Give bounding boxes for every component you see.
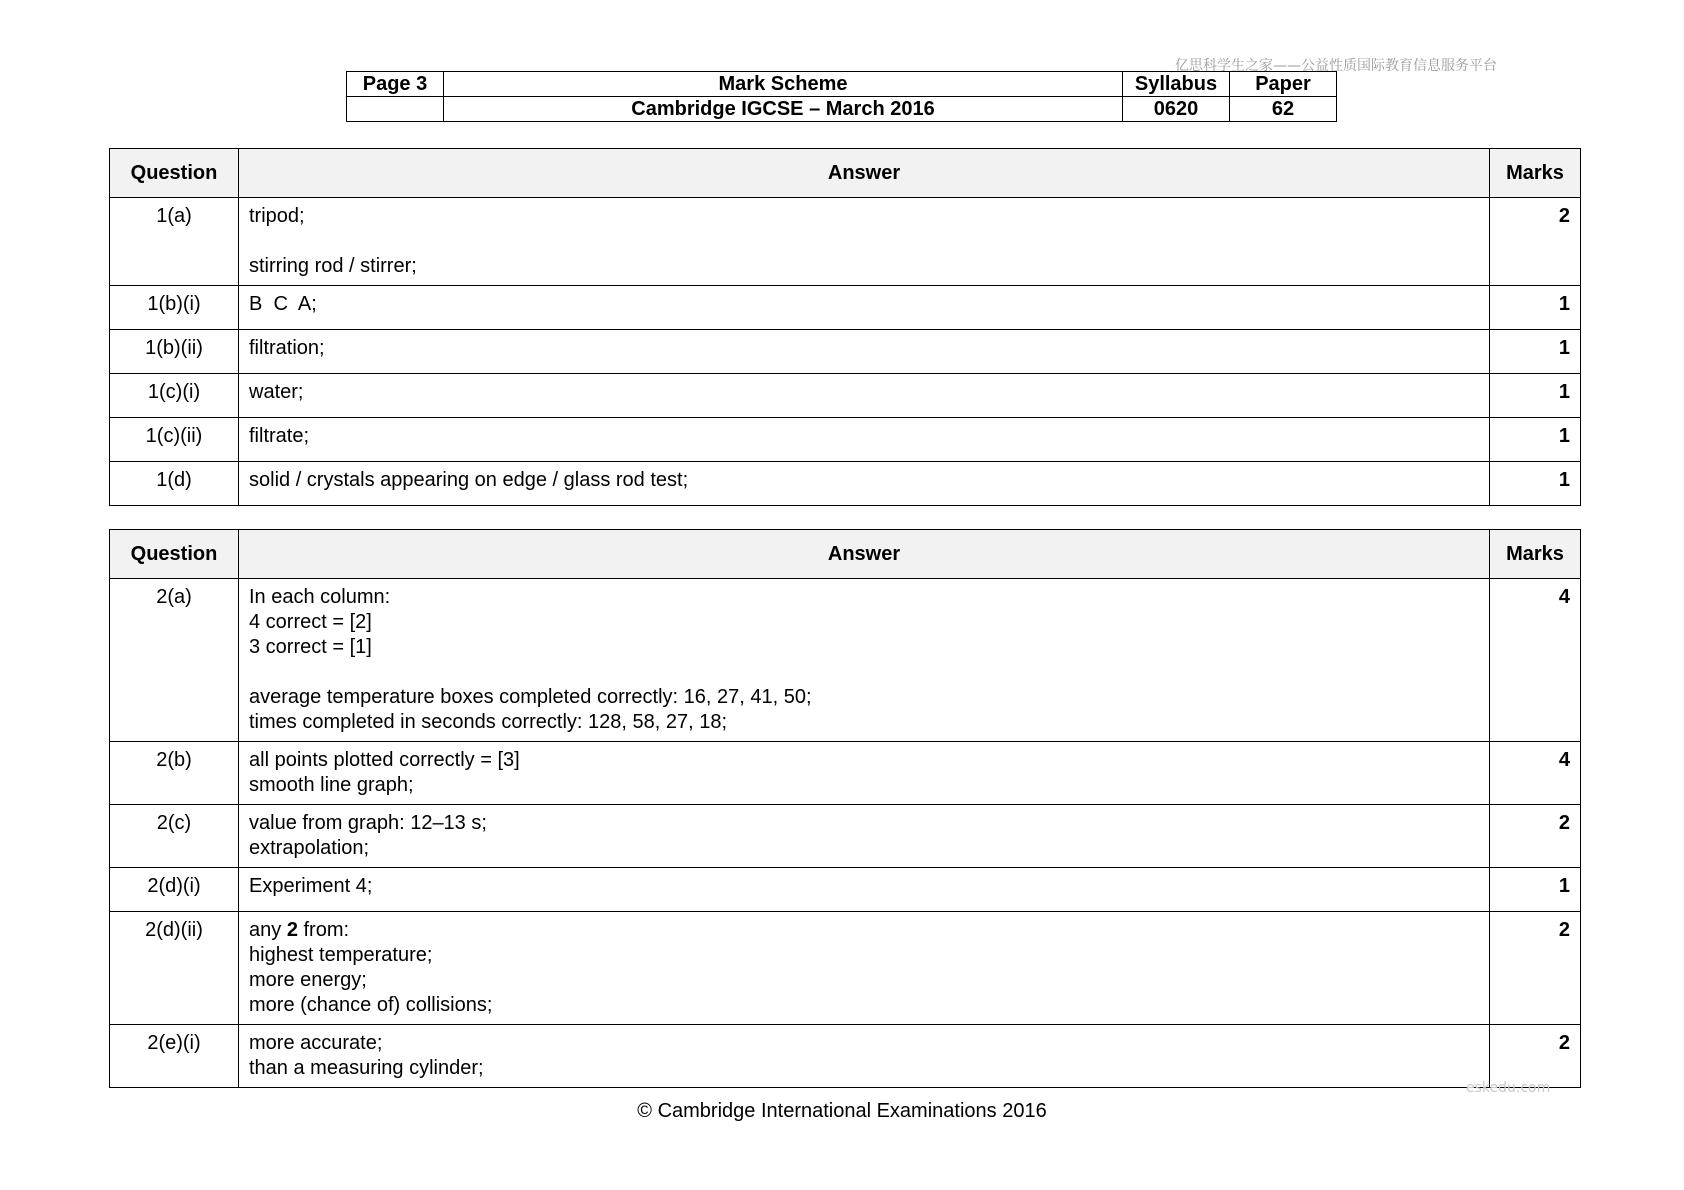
table-row — [110, 374, 1581, 418]
answer-cell — [239, 462, 1490, 506]
column-header-question: Question — [110, 149, 239, 198]
answer-line: 3 correct = [1] — [249, 636, 372, 658]
header-empty-cell — [347, 97, 444, 122]
answer-cell — [239, 286, 1490, 330]
answer-text: any — [249, 919, 287, 941]
table-row — [110, 286, 1581, 330]
answer-line: stirring rod / stirrer; — [249, 255, 417, 277]
answer-cell — [239, 805, 1490, 868]
footer-copyright: © Cambridge International Examinations 2016 — [637, 1100, 1047, 1122]
answer-line: filtrate; — [249, 425, 310, 447]
answer-line: more (chance of) collisions; — [249, 994, 493, 1016]
marks-value: 2 — [1490, 805, 1581, 868]
answer-cell — [239, 418, 1490, 462]
table-row — [110, 330, 1581, 374]
answer-cell — [239, 868, 1490, 912]
column-header-marks: Marks — [1490, 530, 1581, 579]
marks-value: 1 — [1490, 286, 1581, 330]
table-row — [110, 805, 1581, 868]
answer-emphasis: 2 — [286, 919, 298, 941]
question-number: 2(d)(i) — [110, 868, 239, 912]
mark-scheme-table-1 — [109, 148, 1581, 506]
marks-value: 1 — [1490, 462, 1581, 506]
answer-line: smooth line graph; — [249, 774, 414, 796]
answer-cell — [239, 198, 1490, 286]
marks-value: 4 — [1490, 742, 1581, 805]
answer-line: solid / crystals appearing on edge / glass rod test; — [249, 469, 689, 491]
question-number: 1(a) — [110, 198, 239, 286]
mark-scheme-table-2 — [109, 529, 1581, 1088]
answer-cell — [239, 330, 1490, 374]
answer-line: 4 correct = [2] — [249, 611, 372, 633]
marks-value: 4 — [1490, 579, 1581, 742]
answer-cell — [239, 374, 1490, 418]
answer-line: times completed in seconds correctly: 128, 58, 27, 18; — [249, 711, 728, 733]
watermark-top: 亿思科学生之家——公益性质国际教育信息服务平台 — [1175, 58, 1497, 74]
marks-value: 1 — [1490, 374, 1581, 418]
table-row — [110, 742, 1581, 805]
answer-line: value from graph: 12–13 s; — [249, 812, 487, 834]
answer-line: In each column: — [249, 586, 391, 608]
page-header-table — [346, 71, 1337, 122]
syllabus-value: 0620 — [1123, 97, 1230, 122]
table-header-row — [110, 149, 1581, 198]
answer-line: Experiment 4; — [249, 875, 373, 897]
answer-line: water; — [249, 381, 304, 403]
marks-value: 2 — [1490, 912, 1581, 1025]
column-header-answer: Answer — [239, 149, 1490, 198]
header-subtitle: Cambridge IGCSE – March 2016 — [444, 97, 1123, 122]
question-number: 2(b) — [110, 742, 239, 805]
answer-line: B C A; — [249, 293, 317, 315]
table-row — [110, 912, 1581, 1025]
table-row — [110, 198, 1581, 286]
question-number: 2(e)(i) — [110, 1025, 239, 1088]
question-number: 1(c)(ii) — [110, 418, 239, 462]
table-header-row — [110, 530, 1581, 579]
answer-line: filtration; — [249, 337, 325, 359]
answer-text: from: — [297, 919, 350, 941]
answer-cell — [239, 742, 1490, 805]
column-header-marks: Marks — [1490, 149, 1581, 198]
paper-value: 62 — [1230, 97, 1337, 122]
answer-line: highest temperature; — [249, 944, 433, 966]
column-header-answer: Answer — [239, 530, 1490, 579]
question-number: 2(c) — [110, 805, 239, 868]
table-row — [110, 868, 1581, 912]
answer-line: than a measuring cylinder; — [249, 1057, 484, 1079]
marks-value: 1 — [1490, 418, 1581, 462]
question-number: 1(b)(i) — [110, 286, 239, 330]
answer-cell — [239, 579, 1490, 742]
answer-line: extrapolation; — [249, 837, 370, 859]
marks-value: 2 — [1490, 1025, 1581, 1088]
answer-line: all points plotted correctly = [3] — [249, 749, 520, 771]
question-number: 2(a) — [110, 579, 239, 742]
watermark-bottom: eskedu.com — [1466, 1080, 1551, 1096]
answer-line: more accurate; — [249, 1032, 383, 1054]
header-title: Mark Scheme — [444, 72, 1123, 97]
table-row — [110, 418, 1581, 462]
answer-line: average temperature boxes completed correctly: 16, 27, 41, 50; — [249, 686, 812, 708]
paper-label: Paper — [1230, 72, 1337, 97]
answer-line — [249, 918, 1479, 943]
table-row — [110, 1025, 1581, 1088]
question-number: 1(d) — [110, 462, 239, 506]
question-number: 1(b)(ii) — [110, 330, 239, 374]
table-row — [110, 579, 1581, 742]
answer-cell — [239, 1025, 1490, 1088]
marks-value: 1 — [1490, 330, 1581, 374]
page-number: Page 3 — [347, 72, 444, 97]
marks-value: 1 — [1490, 868, 1581, 912]
table-row — [110, 462, 1581, 506]
question-number: 1(c)(i) — [110, 374, 239, 418]
syllabus-label: Syllabus — [1123, 72, 1230, 97]
marks-value: 2 — [1490, 198, 1581, 286]
answer-line: more energy; — [249, 969, 367, 991]
question-number: 2(d)(ii) — [110, 912, 239, 1025]
answer-cell — [239, 912, 1490, 1025]
column-header-question: Question — [110, 530, 239, 579]
answer-line: tripod; — [249, 205, 305, 227]
